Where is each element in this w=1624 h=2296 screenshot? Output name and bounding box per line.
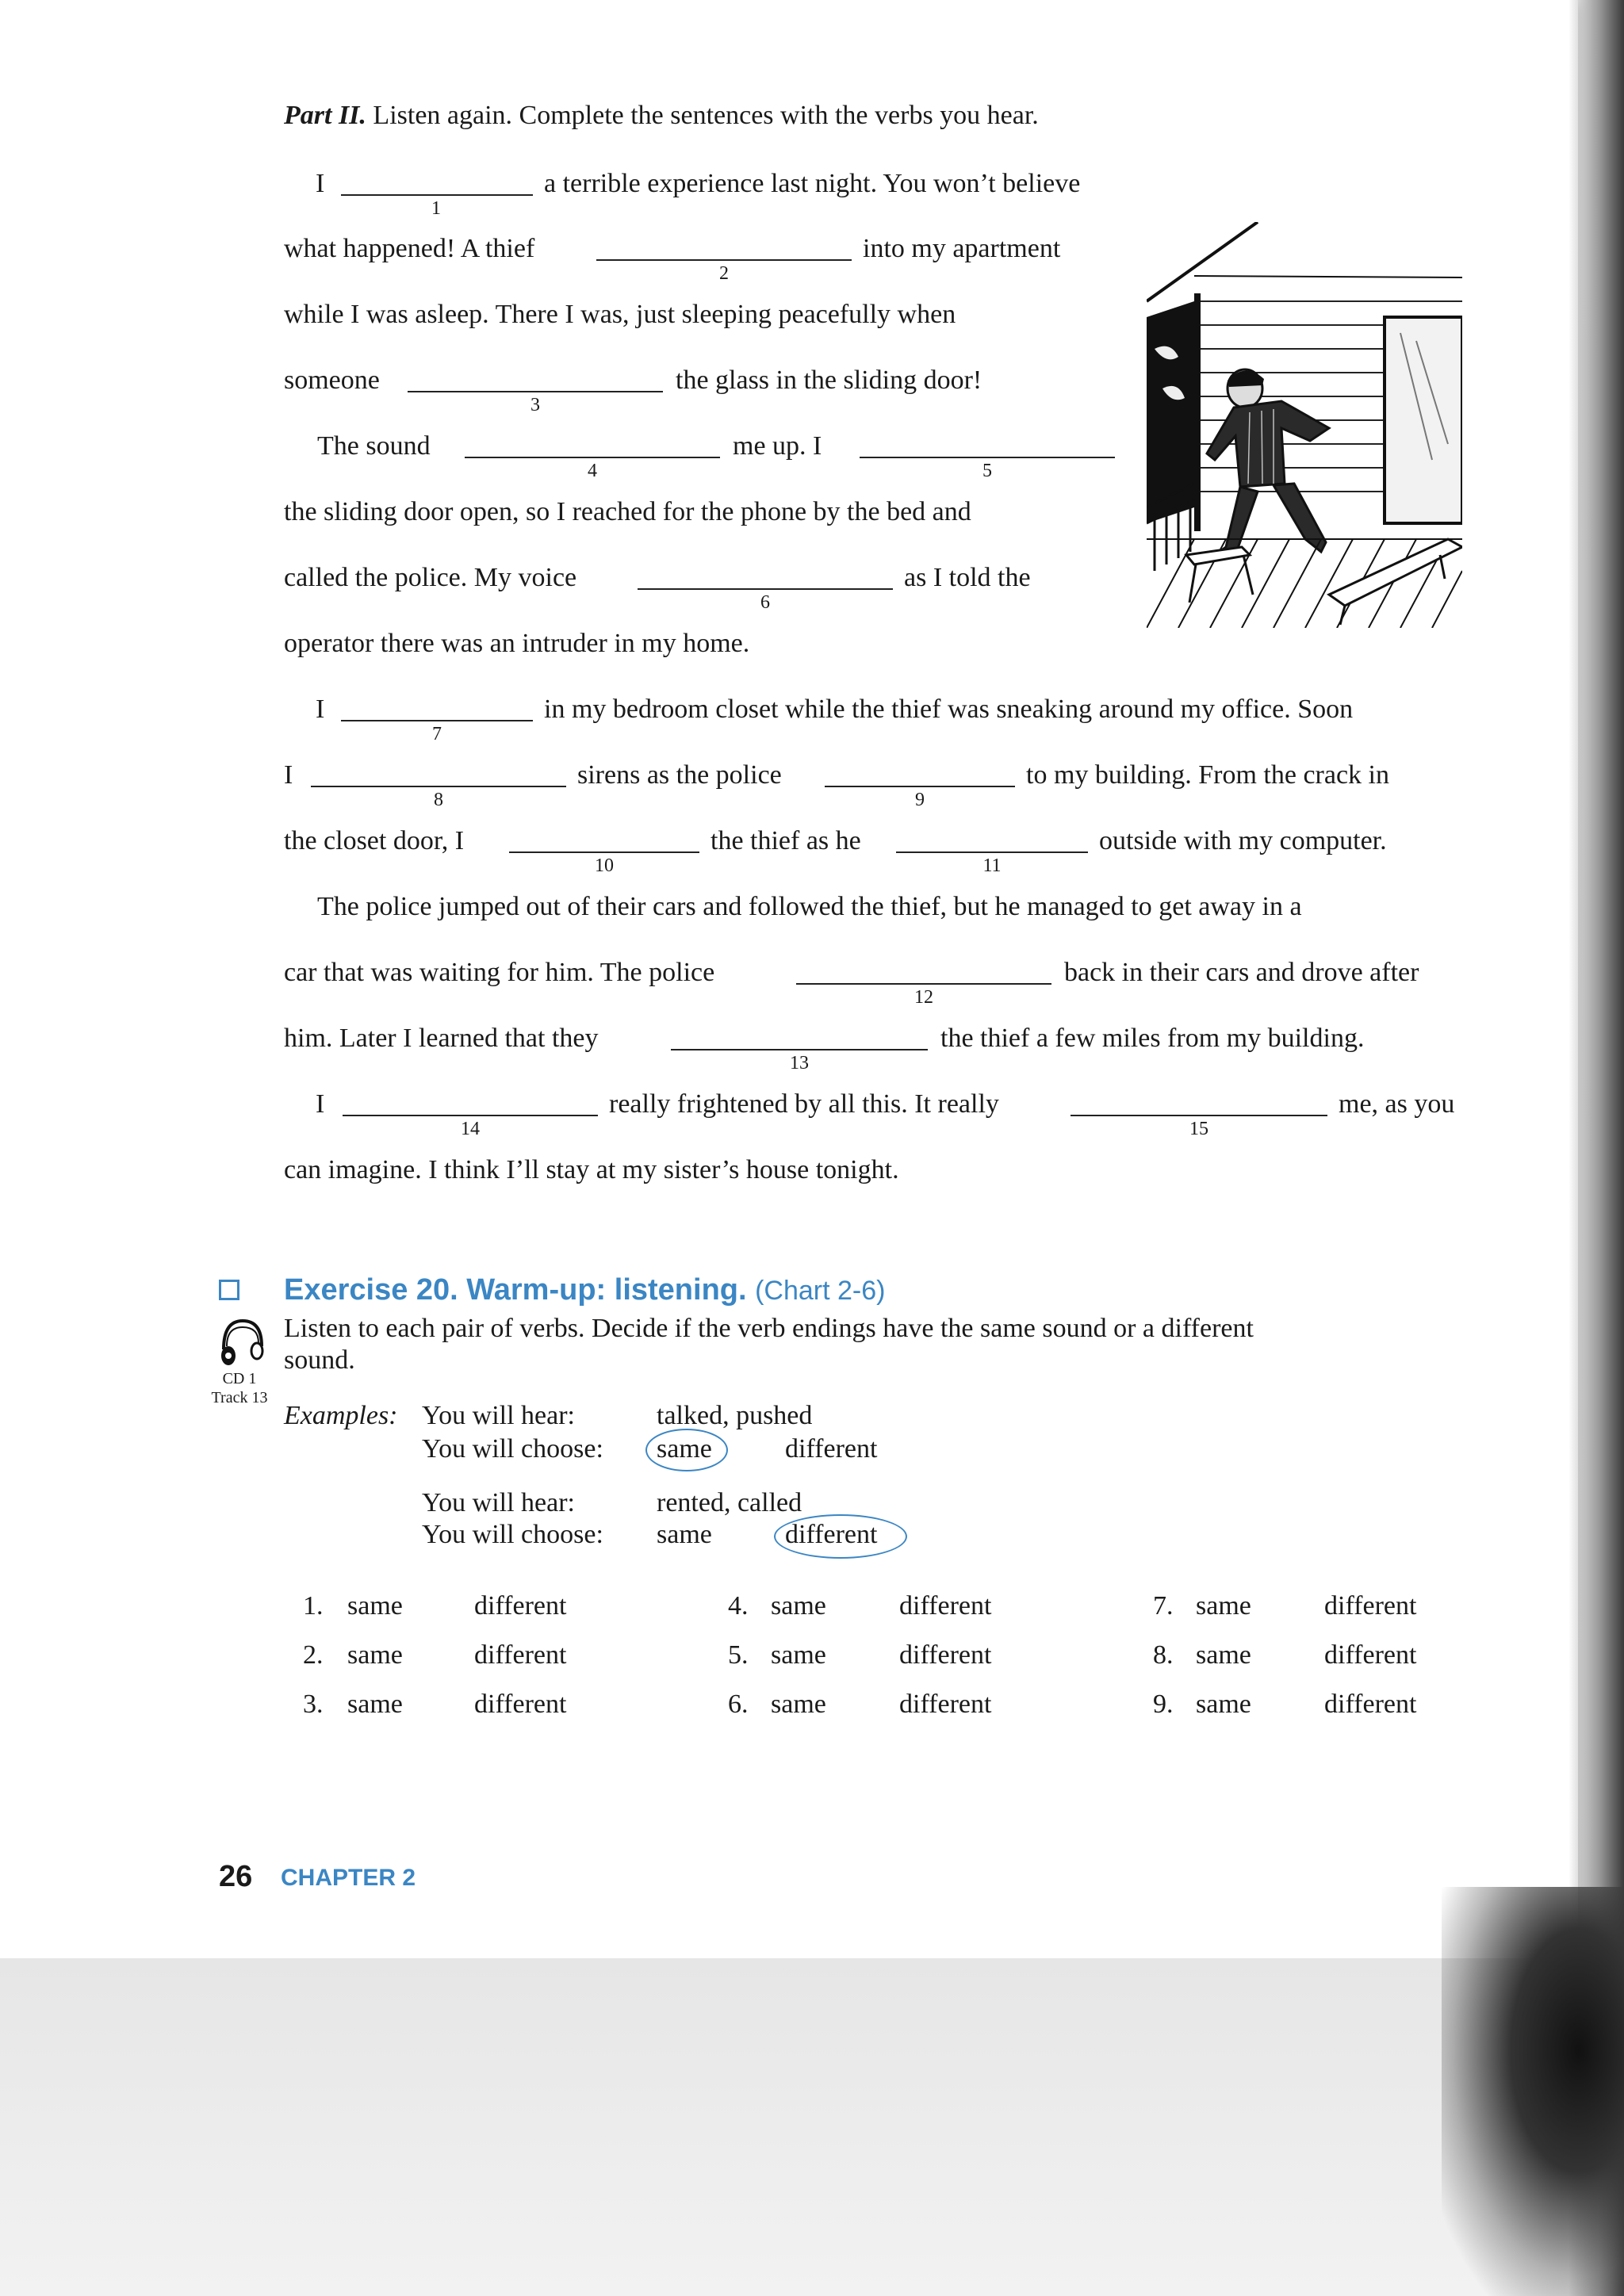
cd-label: CD 1 [222, 1370, 257, 1387]
story-text: the closet door, I [284, 826, 465, 855]
example-choose-label: You will choose: [422, 1520, 603, 1549]
answer-blank-9[interactable] [825, 786, 1015, 787]
part-label: Part II. [284, 101, 366, 130]
story-text: me up. I [733, 431, 822, 461]
examples-label: Examples: [284, 1401, 398, 1430]
story-text: The sound [317, 431, 431, 461]
choice-same[interactable]: same [771, 1689, 826, 1719]
story-text: to my building. From the crack in [1026, 760, 1389, 790]
choice-same[interactable]: same [347, 1689, 403, 1719]
choice-different[interactable]: different [1324, 1640, 1417, 1670]
item-number: 9. [1153, 1689, 1174, 1719]
answer-blank-1[interactable] [341, 194, 533, 196]
answer-blank-4[interactable] [465, 457, 720, 458]
story-text: the thief a few miles from my building. [940, 1024, 1365, 1053]
story-text: called the police. My voice [284, 563, 577, 592]
item-number: 2. [303, 1640, 324, 1670]
chart-reference: (Chart 2-6) [755, 1276, 886, 1306]
answer-blank-5[interactable] [860, 457, 1115, 458]
choice-different[interactable]: different [1324, 1689, 1417, 1719]
example-hear-label: You will hear: [422, 1488, 575, 1517]
story-text: car that was waiting for him. The police [284, 958, 715, 987]
story-text: The police jumped out of their cars and followed the thief, but he managed to get away in a [317, 892, 1302, 921]
choice-same[interactable]: same [1196, 1591, 1251, 1621]
page-number: 26 [219, 1860, 253, 1893]
choice-same[interactable]: same [347, 1591, 403, 1621]
story-text: can imagine. I think I’ll stay at my sister’s house tonight. [284, 1155, 899, 1184]
story-text: while I was asleep. There I was, just sleeping peacefully when [284, 300, 956, 329]
blank-number: 5 [982, 461, 992, 481]
headphones-icon [216, 1314, 266, 1368]
burglar-illustration [1147, 222, 1462, 628]
choice-same[interactable]: same [771, 1591, 826, 1621]
blank-number: 4 [588, 461, 597, 481]
blank-number: 8 [434, 790, 443, 810]
story-text: into my apartment [863, 234, 1061, 263]
blank-number: 2 [719, 263, 729, 284]
choice-different[interactable]: different [474, 1640, 567, 1670]
blank-number: 11 [982, 855, 1002, 876]
background-surface [0, 1958, 1624, 2296]
choice-different[interactable]: different [1324, 1591, 1417, 1621]
part-heading [284, 100, 1039, 132]
blank-number: 7 [432, 724, 442, 744]
answer-blank-8[interactable] [311, 786, 566, 787]
blank-number: 10 [595, 855, 614, 876]
answer-blank-12[interactable] [796, 983, 1051, 985]
story-text: in my bedroom closet while the thief was sneaking around my office. Soon [544, 695, 1354, 724]
story-text: sirens as the police [577, 760, 782, 790]
story-text: outside with my computer. [1099, 826, 1387, 855]
example-choose-label: You will choose: [422, 1434, 603, 1464]
selected-answer-circle [774, 1514, 907, 1559]
corner-shadow [1442, 1887, 1624, 2296]
answer-blank-10[interactable] [509, 851, 699, 853]
choice-same[interactable]: same [771, 1640, 826, 1670]
exercise-instruction: Listen to each pair of verbs. Decide if the verb endings have the same sound or a different [284, 1314, 1254, 1343]
blank-number: 14 [461, 1119, 480, 1139]
story-text: really frightened by all this. It really [609, 1089, 999, 1119]
choice-different[interactable]: different [899, 1689, 992, 1719]
story-text: a terrible experience last night. You won’t believe [544, 169, 1081, 198]
choice-different[interactable]: different [899, 1640, 992, 1670]
track-label: Track 13 [211, 1389, 268, 1406]
part-instruction: Listen again. Complete the sentences with the verbs you hear. [373, 101, 1039, 130]
blank-number: 3 [530, 395, 540, 415]
story-text: the sliding door open, so I reached for the phone by the bed and [284, 497, 971, 526]
blank-number: 6 [760, 592, 770, 613]
blank-number: 9 [915, 790, 925, 810]
story-text: as I told the [904, 563, 1031, 592]
answer-blank-3[interactable] [408, 391, 663, 392]
example-hear-value: rented, called [657, 1488, 802, 1517]
example-choice-same: same [657, 1434, 712, 1464]
story-text: the glass in the sliding door! [676, 365, 982, 395]
blank-number: 1 [431, 198, 441, 219]
chapter-label: CHAPTER 2 [281, 1865, 416, 1891]
blank-number: 13 [790, 1053, 809, 1073]
example-choice-same: same [657, 1520, 712, 1549]
item-number: 5. [728, 1640, 749, 1670]
blank-number: 15 [1189, 1119, 1208, 1139]
choice-different[interactable]: different [474, 1689, 567, 1719]
item-number: 1. [303, 1591, 324, 1621]
story-text: him. Later I learned that they [284, 1024, 599, 1053]
story-text: the thief as he [710, 826, 861, 855]
item-number: 6. [728, 1689, 749, 1719]
selected-answer-circle [645, 1429, 728, 1471]
story-text: operator there was an intruder in my home. [284, 629, 750, 658]
answer-blank-7[interactable] [341, 720, 533, 721]
example-choice-different: different [785, 1434, 878, 1464]
choice-same[interactable]: same [1196, 1640, 1251, 1670]
item-number: 3. [303, 1689, 324, 1719]
blank-number: 12 [914, 987, 933, 1008]
example-hear-value: talked, pushed [657, 1401, 813, 1430]
exercise-title [284, 1273, 885, 1307]
example-hear-label: You will hear: [422, 1401, 575, 1430]
answer-blank-15[interactable] [1071, 1115, 1327, 1116]
story-text: someone [284, 365, 380, 395]
exercise-checkbox[interactable] [219, 1280, 239, 1300]
story-text: what happened! A thief [284, 234, 535, 263]
choice-different[interactable]: different [899, 1591, 992, 1621]
example-choice-different: different [785, 1520, 878, 1549]
story-text: I [316, 1089, 325, 1119]
story-text: I [316, 169, 325, 198]
story-text: me, as you [1339, 1089, 1455, 1119]
answer-blank-6[interactable] [638, 588, 893, 590]
answer-blank-13[interactable] [671, 1049, 928, 1050]
story-text: I [316, 695, 325, 724]
choice-same[interactable]: same [347, 1640, 403, 1670]
choice-different[interactable]: different [474, 1591, 567, 1621]
exercise-instruction: sound. [284, 1345, 355, 1375]
answer-blank-14[interactable] [343, 1115, 598, 1116]
exercise-title-text: Exercise 20. Warm-up: listening. [284, 1273, 747, 1307]
item-number: 4. [728, 1591, 749, 1621]
answer-blank-2[interactable] [596, 259, 852, 261]
story-text: I [284, 760, 293, 790]
item-number: 8. [1153, 1640, 1174, 1670]
choice-same[interactable]: same [1196, 1689, 1251, 1719]
story-text: back in their cars and drove after [1064, 958, 1419, 987]
item-number: 7. [1153, 1591, 1174, 1621]
answer-blank-11[interactable] [896, 851, 1088, 853]
